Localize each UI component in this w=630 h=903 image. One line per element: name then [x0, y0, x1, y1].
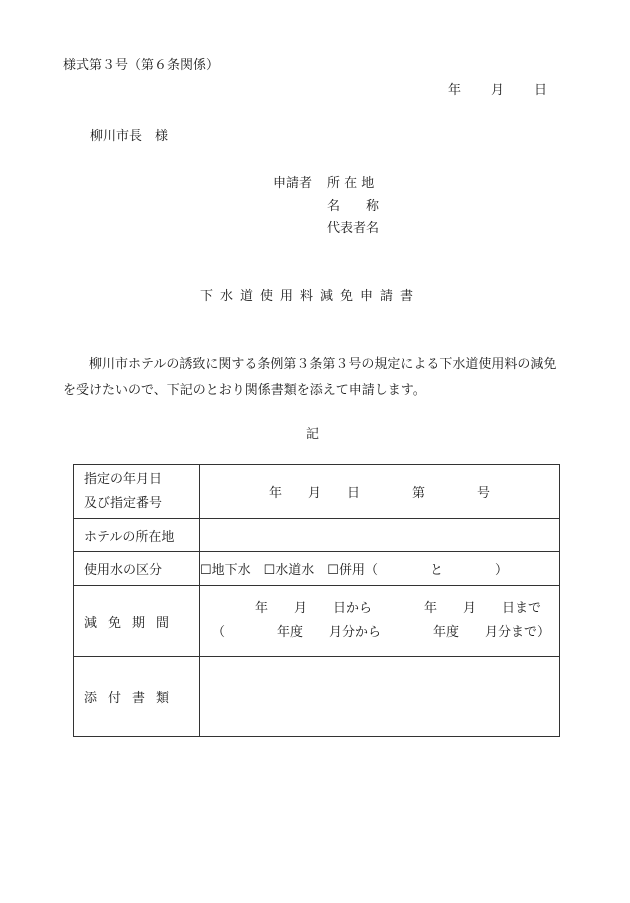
date-day: 日 [534, 83, 548, 98]
details-table [73, 464, 560, 737]
attachments-label: 添付書類 [74, 657, 200, 737]
applicant-representative-label: 代表者名 [327, 221, 380, 236]
exemption-period-line1: 年 月 日から 年 月 日まで [255, 601, 542, 616]
exemption-period-line2: （ 年度 月分から 年度 月分まで） [212, 625, 551, 640]
designation-label: 指定の年月日 及び指定番号 [74, 465, 200, 519]
hotel-location-label: ホテルの所在地 [74, 519, 200, 552]
table-row-hotel-location [74, 519, 560, 552]
ki-heading: 記 [306, 427, 320, 442]
table-row-designation [74, 465, 560, 519]
document-title: 下水道使用料減免申請書 [200, 289, 421, 304]
exemption-period-label: 減免期間 [74, 586, 200, 657]
date-month: 月 [491, 83, 505, 98]
water-type-value[interactable]: ☐地下水 ☐水道水 ☐併用（ と ） [200, 552, 560, 586]
water-type-label: 使用水の区分 [74, 552, 200, 586]
applicant-name-label: 名 称 [327, 199, 380, 214]
body-text: 柳川市ホテルの誘致に関する条例第３条第３号の規定による下水道使用料の減免を受けたいので、下記のとおり関係書類を添えて申請します。 [63, 357, 557, 398]
table-row-water-type [74, 552, 560, 586]
table-row-exemption-period [74, 586, 560, 657]
table-row-attachments [74, 657, 560, 737]
attachments-value[interactable] [200, 657, 560, 737]
addressee: 柳川市長 様 [90, 129, 169, 144]
form-number: 様式第３号（第６条関係） [63, 58, 220, 73]
exemption-period-value[interactable] [200, 586, 560, 657]
designation-value[interactable]: 年 月 日 第 号 [200, 465, 560, 519]
date-line [448, 84, 547, 97]
hotel-location-value[interactable] [200, 519, 560, 552]
applicant-address-label: 所 在 地 [327, 176, 375, 191]
date-year: 年 [448, 83, 462, 98]
applicant-label: 申請者 [273, 176, 313, 191]
